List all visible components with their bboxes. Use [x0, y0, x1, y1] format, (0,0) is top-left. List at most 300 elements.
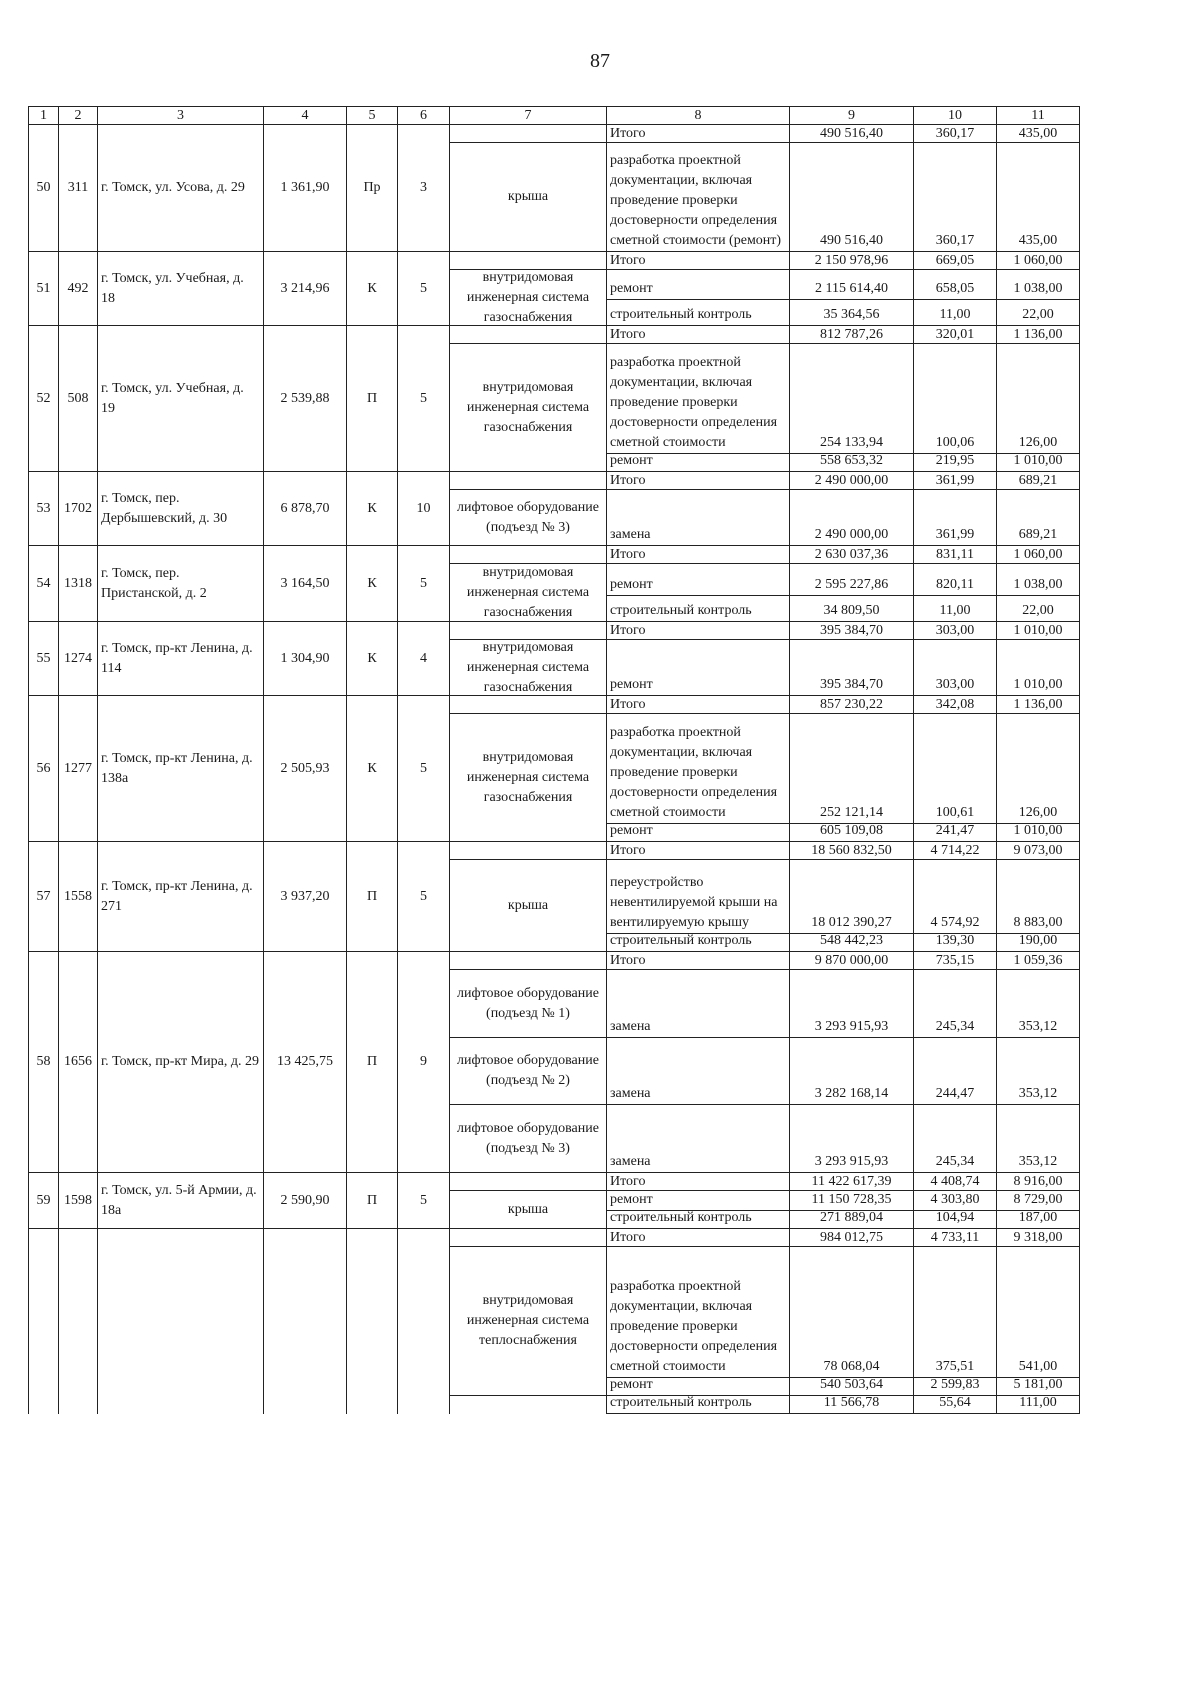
column-header — [449, 106, 607, 125]
column-header — [606, 106, 790, 125]
work-value-text: 55,64 — [939, 1395, 971, 1410]
column-header-text: 6 — [420, 107, 427, 123]
column-header — [97, 106, 264, 125]
work-name-text: разработка проектной документации, включая проведение проверки достоверности определения сметной стоимости — [610, 355, 778, 450]
work-name-text: ремонт — [610, 1192, 653, 1207]
work-value — [996, 299, 1080, 326]
record-area — [263, 621, 347, 696]
record-area — [263, 251, 347, 326]
record-address — [97, 251, 264, 326]
record-address — [97, 951, 264, 1173]
work-name — [606, 1210, 790, 1229]
total-value-text: 2 150 978,96 — [814, 252, 889, 268]
record-address — [97, 325, 264, 472]
work-value-text: 2 490 000,00 — [814, 527, 889, 542]
total-value-text: 18 560 832,50 — [811, 842, 892, 858]
total-value-text: 1 060,00 — [1013, 546, 1063, 562]
work-value-text: 1 010,00 — [1013, 823, 1063, 838]
column-header — [789, 106, 914, 125]
work-name-text: ремонт — [610, 1377, 653, 1392]
record-floors — [397, 951, 450, 1173]
total-value — [789, 124, 914, 143]
work-value — [913, 343, 997, 454]
record-id — [58, 951, 98, 1173]
work-value — [996, 142, 1080, 252]
system-name-text: лифтовое оборудование (подъезд № 3) — [457, 1120, 599, 1156]
system-name — [449, 969, 607, 1038]
work-value — [996, 1395, 1080, 1414]
work-value-text: 190,00 — [1018, 933, 1058, 948]
work-value-text: 4 574,92 — [930, 915, 980, 930]
total-label — [606, 471, 790, 490]
total-value — [996, 621, 1080, 640]
record-type — [346, 695, 398, 842]
work-name — [606, 299, 790, 326]
work-value — [913, 489, 997, 546]
system-name-text: внутридомовая инженерная система газоснабжения — [466, 269, 590, 325]
work-value-text: 1 010,00 — [1013, 677, 1063, 692]
work-value-text: 100,06 — [935, 435, 975, 450]
system-name-text: крыша — [507, 897, 549, 913]
record-floors — [397, 545, 450, 622]
work-value-text: 360,17 — [935, 233, 975, 248]
total-value — [913, 951, 997, 970]
record-id-text: 1702 — [64, 500, 92, 516]
record-number — [28, 545, 59, 622]
system-name — [449, 563, 607, 622]
record-area-text: 2 590,90 — [280, 1192, 330, 1208]
work-value-text: 3 293 915,93 — [814, 1154, 889, 1169]
total-label-text: Итого — [610, 472, 646, 488]
record-area — [263, 695, 347, 842]
work-value — [913, 1395, 997, 1414]
system-name-text: крыша — [507, 1201, 549, 1217]
work-value — [913, 1190, 997, 1211]
total-value — [913, 1172, 997, 1191]
record-address-text: г. Томск, пер. Пристанской, д. 2 — [101, 565, 207, 601]
column-header-text: 3 — [177, 107, 184, 123]
system-name — [449, 1104, 607, 1173]
work-value-text: 4 303,80 — [930, 1192, 980, 1207]
record-number — [28, 124, 59, 252]
work-value-text: 2 595 227,86 — [814, 577, 889, 592]
record-floors — [397, 841, 450, 952]
work-name-text: разработка проектной документации, включая проведение проверки достоверности определения сметной стоимости — [610, 1279, 778, 1374]
record-number — [28, 471, 59, 546]
total-value-text: 361,99 — [935, 472, 975, 488]
work-value — [789, 1395, 914, 1414]
total-value-text: 4 714,22 — [930, 842, 980, 858]
work-value-text: 126,00 — [1018, 805, 1058, 820]
work-value-text: 541,00 — [1018, 1359, 1058, 1374]
total-value-text: 1 010,00 — [1013, 622, 1063, 638]
record-area — [263, 325, 347, 472]
total-value — [913, 1228, 997, 1247]
record-id — [58, 545, 98, 622]
record-number-text: 57 — [36, 888, 51, 904]
record-area — [263, 545, 347, 622]
work-value — [913, 969, 997, 1038]
record-area-text: 13 425,75 — [277, 1054, 333, 1069]
work-value-text: 1 038,00 — [1013, 577, 1063, 592]
work-value — [996, 713, 1080, 824]
system-name-text: лифтовое оборудование (подъезд № 3) — [457, 499, 599, 535]
work-value — [789, 933, 914, 952]
work-value — [913, 1246, 997, 1378]
work-value — [913, 563, 997, 596]
work-value-text: 254 133,94 — [820, 435, 883, 450]
work-value — [913, 453, 997, 472]
record-address — [97, 1172, 264, 1229]
record-type-text: П — [366, 888, 378, 904]
work-name-text: строительный контроль — [610, 933, 752, 948]
record-id-text: 508 — [67, 390, 89, 406]
record-type-text: К — [367, 760, 377, 776]
record-address — [97, 1228, 264, 1414]
work-name-text: разработка проектной документации, включая проведение проверки достоверности определения сметной стоимости — [610, 725, 778, 820]
record-type-text: К — [367, 500, 377, 516]
column-header-text: 10 — [948, 107, 962, 123]
record-address-text: г. Томск, пр-кт Ленина, д. 271 — [101, 878, 253, 914]
total-value — [789, 695, 914, 714]
work-value — [996, 1210, 1080, 1229]
record-type-text: П — [366, 1054, 378, 1069]
work-value — [913, 1210, 997, 1229]
work-value — [789, 595, 914, 622]
record-id — [58, 124, 98, 252]
record-type-text: П — [366, 390, 378, 406]
work-value-text: 2 599,83 — [930, 1377, 980, 1392]
work-value-text: 353,12 — [1018, 1019, 1058, 1034]
record-floors — [397, 325, 450, 472]
work-value — [913, 595, 997, 622]
column-header-text: 4 — [301, 107, 309, 123]
total-value — [996, 251, 1080, 270]
column-header — [346, 106, 398, 125]
total-value-text: 9 870 000,00 — [814, 952, 889, 968]
system-name-text: внутридомовая инженерная система теплоснабжения — [466, 1293, 590, 1348]
work-name-text: замена — [610, 527, 651, 542]
record-type-text: П — [366, 1192, 378, 1208]
column-header — [263, 106, 347, 125]
total-value — [996, 1172, 1080, 1191]
work-name — [606, 713, 790, 824]
work-value — [996, 563, 1080, 596]
column-header-text: 8 — [694, 107, 702, 123]
work-value — [913, 823, 997, 842]
work-name-text: ремонт — [610, 453, 653, 468]
column-header-text: 5 — [368, 107, 376, 123]
work-value — [996, 595, 1080, 622]
record-number — [28, 951, 59, 1173]
record-floors — [397, 251, 450, 326]
total-value-text: 984 012,75 — [820, 1229, 883, 1245]
total-spacer — [449, 124, 607, 143]
total-value-text: 2 490 000,00 — [814, 472, 889, 488]
work-value-text: 22,00 — [1022, 603, 1054, 618]
system-name — [449, 269, 607, 326]
record-id-text: 492 — [67, 280, 89, 296]
work-value-text: 11 566,78 — [823, 1395, 880, 1410]
record-floors-text: 3 — [420, 180, 427, 195]
total-label-text: Итого — [610, 622, 646, 638]
record-id — [58, 1172, 98, 1229]
work-value — [996, 859, 1080, 934]
total-label-text: Итого — [610, 696, 646, 712]
total-label-text: Итого — [610, 546, 646, 562]
system-name-text: лифтовое оборудование (подъезд № 2) — [457, 1053, 599, 1088]
total-spacer — [449, 951, 607, 970]
total-value-text: 669,05 — [935, 252, 975, 268]
total-spacer — [449, 471, 607, 490]
record-id — [58, 325, 98, 472]
record-address — [97, 124, 264, 252]
record-type — [346, 1172, 398, 1229]
total-value — [996, 545, 1080, 564]
total-value — [789, 1228, 914, 1247]
work-value — [789, 1037, 914, 1105]
system-name — [449, 142, 607, 252]
work-value — [996, 489, 1080, 546]
record-address-text: г. Томск, пр-кт Ленина, д. 114 — [101, 640, 253, 676]
total-value-text: 360,17 — [935, 125, 975, 141]
record-area-text: 1 361,90 — [280, 180, 330, 195]
record-number — [28, 1228, 59, 1414]
work-value-text: 187,00 — [1018, 1210, 1058, 1225]
total-label-text: Итого — [610, 125, 646, 141]
work-name — [606, 489, 790, 546]
system-name — [449, 1190, 607, 1229]
total-label — [606, 545, 790, 564]
work-value-text: 11,00 — [939, 603, 971, 618]
total-value — [789, 841, 914, 860]
work-value — [789, 1377, 914, 1396]
work-value — [789, 343, 914, 454]
record-type — [346, 545, 398, 622]
total-spacer — [449, 251, 607, 270]
work-name — [606, 595, 790, 622]
record-type-text: К — [367, 575, 377, 591]
work-value — [789, 969, 914, 1038]
total-label — [606, 251, 790, 270]
work-value-text: 395 384,70 — [820, 677, 883, 692]
work-value-text: 605 109,08 — [820, 823, 883, 838]
work-value — [913, 859, 997, 934]
record-floors-text: 5 — [420, 280, 427, 296]
system-name — [449, 859, 607, 952]
record-type — [346, 325, 398, 472]
system-name — [449, 489, 607, 546]
total-value-text: 2 630 037,36 — [814, 546, 889, 562]
record-id — [58, 1228, 98, 1414]
total-value-text: 1 060,00 — [1013, 252, 1063, 268]
work-value — [996, 269, 1080, 300]
work-value-text: 353,12 — [1018, 1154, 1058, 1169]
work-value-text: 104,94 — [935, 1210, 975, 1225]
work-value — [996, 1246, 1080, 1378]
column-header-text: 1 — [40, 107, 47, 123]
record-number-text: 59 — [36, 1192, 51, 1208]
work-value-text: 78 068,04 — [823, 1359, 880, 1374]
work-value-text: 558 653,32 — [820, 453, 883, 468]
record-id-text: 1277 — [64, 760, 92, 776]
work-value-text: 100,61 — [935, 805, 975, 820]
work-value-text: 375,51 — [935, 1359, 975, 1374]
record-address-text: г. Томск, ул. Учебная, д. 18 — [101, 270, 244, 306]
system-name — [449, 1037, 607, 1105]
work-value-text: 303,00 — [935, 677, 975, 692]
column-header-text: 11 — [1031, 107, 1045, 123]
system-name-text: внутридомовая инженерная система газоснабжения — [466, 639, 590, 695]
work-name-text: замена — [610, 1086, 651, 1101]
record-floors — [397, 1228, 450, 1414]
total-value — [913, 325, 997, 344]
total-label-text: Итого — [610, 1173, 646, 1189]
work-value — [789, 823, 914, 842]
column-header-text: 9 — [848, 107, 855, 123]
system-name-text: внутридомовая инженерная система газоснабжения — [466, 564, 590, 620]
record-address — [97, 621, 264, 696]
record-floors-text: 4 — [420, 650, 427, 666]
total-value — [789, 471, 914, 490]
work-value-text: 361,99 — [935, 527, 975, 542]
record-area-text: 3 937,20 — [280, 888, 330, 904]
work-value — [789, 563, 914, 596]
record-floors — [397, 695, 450, 842]
work-value-text: 126,00 — [1018, 435, 1058, 450]
record-address-text: г. Томск, ул. Учебная, д. 19 — [101, 380, 244, 416]
total-value — [996, 325, 1080, 344]
total-label — [606, 695, 790, 714]
total-label-text: Итого — [610, 326, 646, 342]
system-name-text: внутридомовая инженерная система газоснабжения — [466, 379, 590, 435]
record-type — [346, 251, 398, 326]
work-name-text: замена — [610, 1019, 651, 1034]
work-value — [996, 823, 1080, 842]
record-address-text: г. Томск, пр-кт Ленина, д. 138а — [101, 750, 253, 786]
work-name-text: строительный контроль — [610, 603, 752, 618]
total-spacer — [449, 1228, 607, 1247]
total-value-text: 812 787,26 — [820, 326, 883, 342]
record-address — [97, 471, 264, 546]
column-header — [28, 106, 59, 125]
work-value-text: 658,05 — [935, 281, 975, 296]
total-value-text: 8 916,00 — [1013, 1173, 1063, 1189]
work-value — [913, 713, 997, 824]
work-name-text: переустройство невентилируемой крыши на вентилируемую крышу — [610, 875, 778, 930]
work-value-text: 252 121,14 — [820, 805, 883, 820]
work-value-text: 244,47 — [935, 1086, 975, 1101]
work-value-text: 1 010,00 — [1013, 453, 1063, 468]
work-value-text: 34 809,50 — [823, 603, 880, 618]
total-value — [996, 951, 1080, 970]
work-value — [996, 343, 1080, 454]
column-header — [58, 106, 98, 125]
record-floors-text: 5 — [420, 575, 427, 591]
record-id-text: 1318 — [64, 575, 92, 591]
total-value — [996, 471, 1080, 490]
record-area-text: 6 878,70 — [280, 500, 330, 516]
total-value-text: 9 318,00 — [1013, 1229, 1063, 1245]
total-value — [789, 251, 914, 270]
record-floors-text: 5 — [420, 390, 427, 406]
work-value-text: 245,34 — [935, 1019, 975, 1034]
total-value — [913, 251, 997, 270]
record-floors-text: 9 — [420, 1054, 427, 1069]
work-value-text: 8 883,00 — [1013, 915, 1063, 930]
total-value-text: 11 422 617,39 — [811, 1173, 892, 1189]
total-value — [996, 1228, 1080, 1247]
total-label — [606, 1172, 790, 1191]
record-area-text: 2 539,88 — [280, 390, 330, 406]
work-value — [789, 1246, 914, 1378]
total-value-text: 320,01 — [935, 326, 975, 342]
record-type — [346, 471, 398, 546]
system-name-text: внутридомовая инженерная система газоснабжения — [466, 749, 590, 805]
system-name-text: лифтовое оборудование (подъезд № 1) — [457, 985, 599, 1021]
work-value — [789, 489, 914, 546]
work-value-text: 245,34 — [935, 1154, 975, 1169]
record-address — [97, 695, 264, 842]
record-address-text: г. Томск, пр-кт Мира, д. 29 — [101, 1054, 259, 1069]
work-value — [789, 269, 914, 300]
work-name — [606, 453, 790, 472]
work-value — [789, 639, 914, 696]
total-value — [913, 471, 997, 490]
work-value — [913, 269, 997, 300]
total-value — [789, 325, 914, 344]
system-name — [449, 1246, 607, 1396]
total-value — [789, 951, 914, 970]
work-value-text: 219,95 — [935, 453, 975, 468]
total-spacer — [449, 695, 607, 714]
record-type — [346, 124, 398, 252]
record-type — [346, 951, 398, 1173]
work-value — [789, 859, 914, 934]
work-name-text: ремонт — [610, 281, 653, 296]
work-name-text: строительный контроль — [610, 307, 752, 322]
record-number-text: 53 — [36, 500, 51, 516]
total-label-text: Итого — [610, 252, 646, 268]
total-spacer — [449, 621, 607, 640]
total-value-text: 490 516,40 — [820, 125, 883, 141]
record-type-text: К — [367, 650, 377, 666]
work-name — [606, 1377, 790, 1396]
record-id-text: 1558 — [64, 888, 92, 904]
work-value-text: 11 150 728,35 — [811, 1192, 892, 1207]
record-area — [263, 471, 347, 546]
total-value — [913, 695, 997, 714]
work-value — [913, 1104, 997, 1173]
record-number — [28, 251, 59, 326]
work-value — [789, 713, 914, 824]
page-number: 87 — [590, 50, 610, 72]
total-value-text: 4 408,74 — [930, 1173, 980, 1189]
total-label — [606, 1228, 790, 1247]
work-value-text: 8 729,00 — [1013, 1192, 1063, 1207]
record-id — [58, 251, 98, 326]
record-number — [28, 841, 59, 952]
total-value-text: 4 733,11 — [930, 1229, 980, 1245]
record-area-text: 1 304,90 — [280, 650, 330, 666]
record-number-text: 51 — [36, 280, 51, 296]
record-area — [263, 951, 347, 1173]
record-type — [346, 1228, 398, 1414]
work-value — [996, 933, 1080, 952]
record-number-text: 52 — [36, 390, 51, 406]
work-name — [606, 343, 790, 454]
work-value — [996, 1037, 1080, 1105]
